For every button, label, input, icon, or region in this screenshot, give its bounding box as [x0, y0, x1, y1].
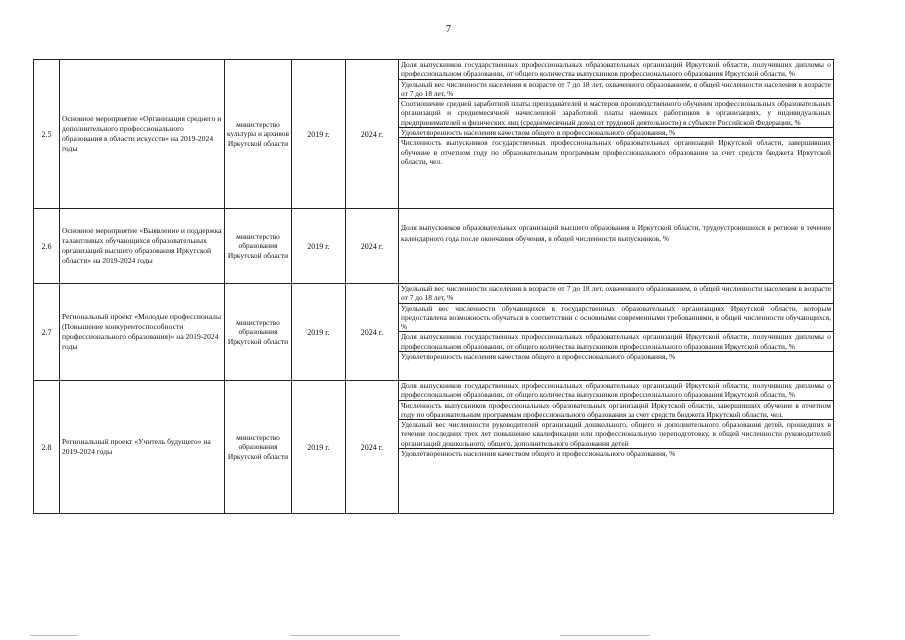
- measure-name: Региональный проект «Учитель будущего» на 2019-2024 годы: [60, 381, 225, 514]
- start-year: 2019 г.: [292, 209, 346, 284]
- indicator: Удельный вес численности обучающихся в государственных образовательных организациях Иркутской области, которым предоставлена возможность обучаться в соответствии с основными современными требованиями, в общей численности обучающихся, %: [401, 303, 831, 332]
- row-number: 2.8: [34, 381, 60, 514]
- indicator: Удельный вес численности населения в возрасте от 7 до 18 лет, охваченного образованием, в общей численности населения в возрасте от 7 до 18 лет, %: [401, 79, 831, 98]
- row-number: 2.7: [34, 284, 60, 381]
- indicator: Доля выпускников государственных профессиональных образовательных организаций Иркутской области, получивших дипломы о профессиональном образовании, от общего количества выпускников профессионального образования Иркутской области, %: [401, 60, 831, 79]
- end-year: 2024 г.: [346, 60, 399, 209]
- page-number: 7: [446, 24, 451, 35]
- indicator: Удовлетворенность населения качеством общего и профессионального образования, %: [401, 352, 676, 362]
- scan-artifact-line: [560, 635, 650, 636]
- indicator: Соотношение средней заработной платы преподавателей и мастеров производственного обучения профессиональных образовательных организаций и среднемесячной начисленной заработной платы наемных работников в организациях, у индивидуальных предпринимателей и физических лиц (среднемесячный доход от трудовой деятельности) в субъекте Российской Федерации, %: [401, 99, 831, 127]
- indicator: Доля выпускников государственных профессиональных образовательных организаций Иркутской области, получивших дипломы о профессиональном образовании, от общего количества выпускников профессионального образования Иркутской области, %: [401, 381, 831, 400]
- start-year: 2019 г.: [292, 60, 346, 209]
- start-year: 2019 г.: [292, 284, 346, 381]
- indicator: Доля выпускников государственных профессиональных образовательных организаций Иркутской области, получивших дипломы о профессиональном образовании, от общего количества выпускников профессионального образования Иркутской области, %: [401, 332, 831, 351]
- indicator: Доля выпускников образовательных организаций высшего образования в Иркутской области, трудоустроившихся в регионе в течение календарного года после окончания обучения, в общей численности выпускников, %: [401, 223, 831, 243]
- row-number: 2.6: [34, 209, 60, 284]
- indicator: Удельный вес численности населения в возрасте от 7 до 18 лет, охваченного образованием, в общей численности населения в возрасте от 7 до 18 лет, %: [401, 284, 831, 303]
- measure-name: Основное мероприятие «Выявление и поддержка талантливых обучающихся образовательных организаций высшего образования Иркутской области» на 2019-2024 годы: [60, 209, 225, 284]
- indicator: Удовлетворенность населения качеством общего и профессионального образования, %: [401, 449, 676, 459]
- indicators-cell: [399, 60, 834, 209]
- indicator: Удельный вес численности руководителей организаций дошкольного, общего и дополнительного образования детей, прошедших в течение последних трех лет повышение квалификации или профессиональную переподготовку, в общей численности руководителей организаций дошкольного, общего, дополнительного образования детей: [401, 420, 831, 448]
- indicators-cell: [399, 284, 834, 381]
- end-year: 2024 г.: [346, 284, 399, 381]
- indicators-cell: [399, 209, 834, 284]
- table-row: [34, 60, 834, 209]
- indicator: Численность выпускников государственных профессиональных образовательных организаций Иркутской области, завершивших обучение в отчетном году по образовательным программам профессионального образования за счет средств бюджета Иркутской области, чел.: [401, 138, 831, 166]
- indicator: Численность выпускников профессиональных образовательных организаций Иркутской области, завершивших обучение в отчетном году по образовательным программам профессионального образования за счет средств бюджета Иркутской области, чел.: [401, 400, 831, 419]
- scan-artifact-line: [30, 635, 78, 636]
- executor: министерство культуры и архивов Иркутской области: [225, 60, 292, 209]
- measure-name: Региональный проект «Молодые профессионалы (Повышение конкурентоспособности профессионального образования)» на 2019-2024 годы: [60, 284, 225, 381]
- table-row: [34, 284, 834, 381]
- end-year: 2024 г.: [346, 209, 399, 284]
- scan-artifact-line: [290, 635, 400, 636]
- measure-name: Основное мероприятие «Организация среднего и дополнительного профессионального образования в области искусств» на 2019-2024 годы: [60, 60, 225, 209]
- end-year: 2024 г.: [346, 381, 399, 514]
- table-row: [34, 381, 834, 514]
- measures-table: [33, 59, 834, 514]
- start-year: 2019 г.: [292, 381, 346, 514]
- row-number: 2.5: [34, 60, 60, 209]
- table-row: [34, 209, 834, 284]
- indicators-cell: [399, 381, 834, 514]
- executor: министерство образования Иркутской области: [225, 209, 292, 284]
- executor: министерство образования Иркутской области: [225, 284, 292, 381]
- indicator: Удовлетворенность населения качеством общего и профессионального образования, %: [399, 128, 833, 138]
- executor: министерство образования Иркутской области: [225, 381, 292, 514]
